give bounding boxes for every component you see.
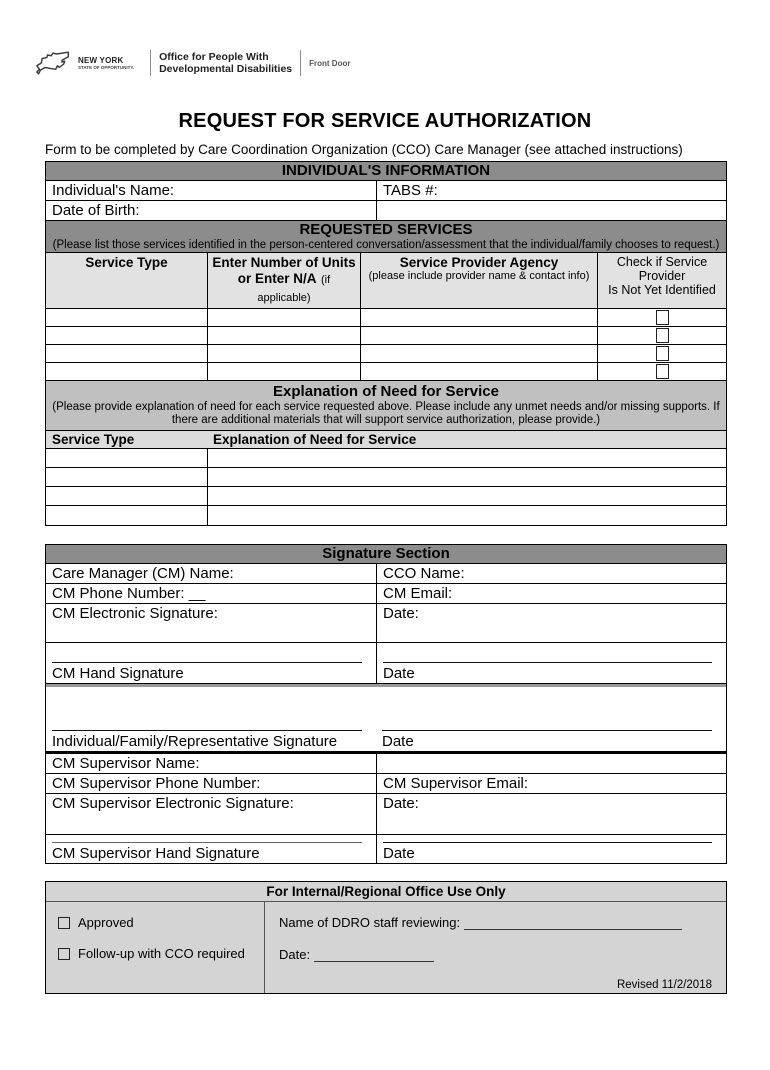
approved-checkbox[interactable] [58,917,70,929]
date-of-birth-field[interactable]: Date of Birth: [52,202,140,219]
provider-not-identified-cell-1 [597,309,726,326]
opwdd-logo [35,46,770,80]
supervisor-esignature-field[interactable]: CM Supervisor Electronic Signature: [52,795,294,812]
followup-option[interactable] [58,946,264,961]
internal-review-cell [265,902,726,993]
supervisor-phone-row [46,774,726,794]
supervisor-hand-signature-date-cell[interactable] [376,835,726,863]
explanation-text-input-3[interactable] [207,487,726,505]
logo-divider-2 [300,50,301,76]
individual-signature-date-cell[interactable] [376,687,726,751]
explanation-service-input-4[interactable] [46,506,207,525]
supervisor-hand-signature-date-line[interactable] [383,842,712,843]
agency-line-1: Office for People With [159,51,269,63]
requested-services-note: (Please list those services identified in the person-centered conversation/assessment that the individual/family chooses to request.) [52,239,720,251]
col-units [207,253,360,308]
explanation-service-input-3[interactable] [46,487,207,505]
internal-decision-cell [46,902,265,993]
explanation-text-input-4[interactable] [207,506,726,525]
individual-signature-date-label: Date [382,733,414,750]
explanation-row-3 [46,487,726,506]
ny-wordmark-top: NEW YORK [78,56,124,65]
cm-hand-signature-date-line[interactable] [383,662,712,663]
main-form-table [45,161,727,526]
ny-wordmark-sub: STATE OF OPPORTUNITY. [78,65,135,70]
individual-signature-label: Individual/Family/Representative Signature [52,733,338,750]
explanation-row-2 [46,468,726,487]
explanation-text-input-1[interactable] [207,449,726,467]
dob-empty-cell[interactable] [376,201,726,220]
cm-esignature-date-field[interactable]: Date: [376,604,726,642]
col-service-type-label: Service Type [85,255,168,270]
explanation-note: (Please provide explanation of need for each service requested above. Please include any unmet needs and/or missing supports. If there are additional materials that will support service authorization, please provide.) [52,401,720,426]
cm-name-field[interactable]: Care Manager (CM) Name: [52,565,234,582]
supervisor-esignature-date-field[interactable]: Date: [376,794,726,834]
cm-hand-signature-line[interactable] [52,662,362,663]
col-provider-sub: (please include provider name & contact info) [368,270,590,282]
revision-date: Revised 11/2/2018 [616,979,712,991]
explanation-text-input-2[interactable] [207,468,726,486]
form-instruction-line: Form to be completed by Care Coordination Organization (CCO) Care Manager (see attached instructions) [45,142,683,157]
cm-phone-row [46,584,726,604]
provider-input-1[interactable] [360,309,597,326]
col-units-line2 [210,270,358,306]
explanation-service-input-1[interactable] [46,449,207,467]
cm-esignature-row [46,604,726,643]
page-title: REQUEST FOR SERVICE AUTHORIZATION [178,110,592,132]
service-row-2 [46,327,726,345]
col-checkbox-line2: Is Not Yet Identified [608,283,716,297]
internal-date-input-line[interactable] [314,949,434,962]
internal-office-header: For Internal/Regional Office Use Only [46,882,726,902]
provider-input-4[interactable] [360,363,597,380]
approved-label: Approved [78,915,134,930]
ny-state-wordmark [78,56,134,70]
service-type-input-3[interactable] [46,345,207,362]
service-type-input-1[interactable] [46,309,207,326]
cm-email-field[interactable]: CM Email: [376,584,726,603]
provider-not-identified-checkbox-1[interactable] [656,310,669,325]
provider-not-identified-checkbox-3[interactable] [656,346,669,361]
followup-label: Follow-up with CCO required [78,946,245,961]
followup-checkbox[interactable] [58,948,70,960]
individual-signature-cell[interactable] [46,687,376,751]
cm-esignature-field[interactable]: CM Electronic Signature: [52,605,218,622]
explanation-subheader-row [46,431,726,449]
supervisor-name-row [46,752,726,774]
individual-signature-line[interactable] [52,730,362,731]
individual-info-header-text: INDIVIDUAL'S INFORMATION [281,162,491,179]
individual-name-field[interactable]: Individual's Name: [52,182,175,199]
approved-option[interactable] [58,915,264,930]
signature-section-header-text: Signature Section [322,545,450,562]
provider-not-identified-checkbox-2[interactable] [656,328,669,343]
signature-section-table [45,544,727,864]
col-service-type [46,253,207,308]
requested-services-header [46,221,726,253]
agency-line-2: Developmental Disabilities [159,63,293,75]
cm-hand-signature-date-label: Date [383,665,415,682]
provider-not-identified-cell-3 [597,345,726,362]
col-provider-not-identified [597,253,726,308]
col-checkbox-line1: Check if Service Provider [616,255,708,283]
cm-hand-signature-date-cell[interactable] [376,643,726,683]
cco-name-field[interactable]: CCO Name: [376,564,726,583]
individual-signature-date-line[interactable] [382,730,712,731]
units-input-3[interactable] [207,345,360,362]
explanation-row-1 [46,449,726,468]
col-units-line2-small: (if applicable) [257,274,331,304]
explanation-service-input-2[interactable] [46,468,207,486]
explanation-row-4 [46,506,726,525]
col-units-line1: Enter Number of Units [212,255,356,270]
cm-hand-signature-cell[interactable] [46,643,376,683]
internal-date-field[interactable] [279,947,716,962]
provider-input-3[interactable] [360,345,597,362]
col-units-line2-bold: or Enter N/A [237,271,317,286]
service-type-input-2[interactable] [46,327,207,344]
logo-divider [150,50,151,76]
supervisor-hand-signature-cell[interactable] [46,835,376,863]
tabs-number-field[interactable]: TABS #: [376,181,726,200]
ny-state-outline-icon [35,48,71,78]
service-row-4 [46,363,726,381]
internal-office-box [45,881,727,994]
individual-info-header [46,162,726,181]
individual-signature-row [46,684,726,752]
supervisor-email-field[interactable]: CM Supervisor Email: [376,774,726,793]
signature-section-header [46,545,726,564]
ddro-staff-field[interactable] [279,915,716,930]
units-input-1[interactable] [207,309,360,326]
supervisor-phone-field[interactable]: CM Supervisor Phone Number: [52,775,261,792]
internal-date-label: Date: [279,947,311,962]
provider-not-identified-checkbox-4[interactable] [656,364,669,379]
units-input-2[interactable] [207,327,360,344]
requested-services-header-text: REQUESTED SERVICES [299,221,473,238]
date-of-birth-row [46,201,726,221]
cm-hand-signature-label: CM Hand Signature [52,665,184,682]
supervisor-hand-signature-line[interactable] [52,842,362,843]
agency-name [159,51,292,75]
provider-input-2[interactable] [360,327,597,344]
service-row-3 [46,345,726,363]
cm-phone-field[interactable]: CM Phone Number: __ [52,585,206,602]
internal-office-body [46,902,726,993]
supervisor-name-field[interactable]: CM Supervisor Name: [52,755,200,772]
supervisor-name-empty-cell[interactable] [376,754,726,773]
supervisor-hand-signature-date-label: Date [383,845,415,862]
cm-hand-signature-row [46,643,726,684]
cm-name-row [46,564,726,584]
ddro-staff-label: Name of DDRO staff reviewing: [279,915,461,930]
explanation-header-text: Explanation of Need for Service [273,383,499,400]
col-provider-label: Service Provider Agency [399,255,559,270]
supervisor-esignature-row [46,794,726,835]
individual-name-row [46,181,726,201]
services-column-header-row [46,253,726,309]
supervisor-hand-signature-label: CM Supervisor Hand Signature [52,845,260,862]
front-door-label: Front Door [309,58,351,68]
col-provider [360,253,597,308]
explanation-col-explanation: Explanation of Need for Service [213,432,417,447]
service-type-input-4[interactable] [46,363,207,380]
explanation-col-service-type: Service Type [52,432,135,447]
provider-not-identified-cell-4 [597,363,726,380]
supervisor-hand-signature-row [46,835,726,863]
units-input-4[interactable] [207,363,360,380]
explanation-header [46,381,726,431]
ddro-staff-input-line[interactable] [464,917,682,930]
provider-not-identified-cell-2 [597,327,726,344]
service-row-1 [46,309,726,327]
